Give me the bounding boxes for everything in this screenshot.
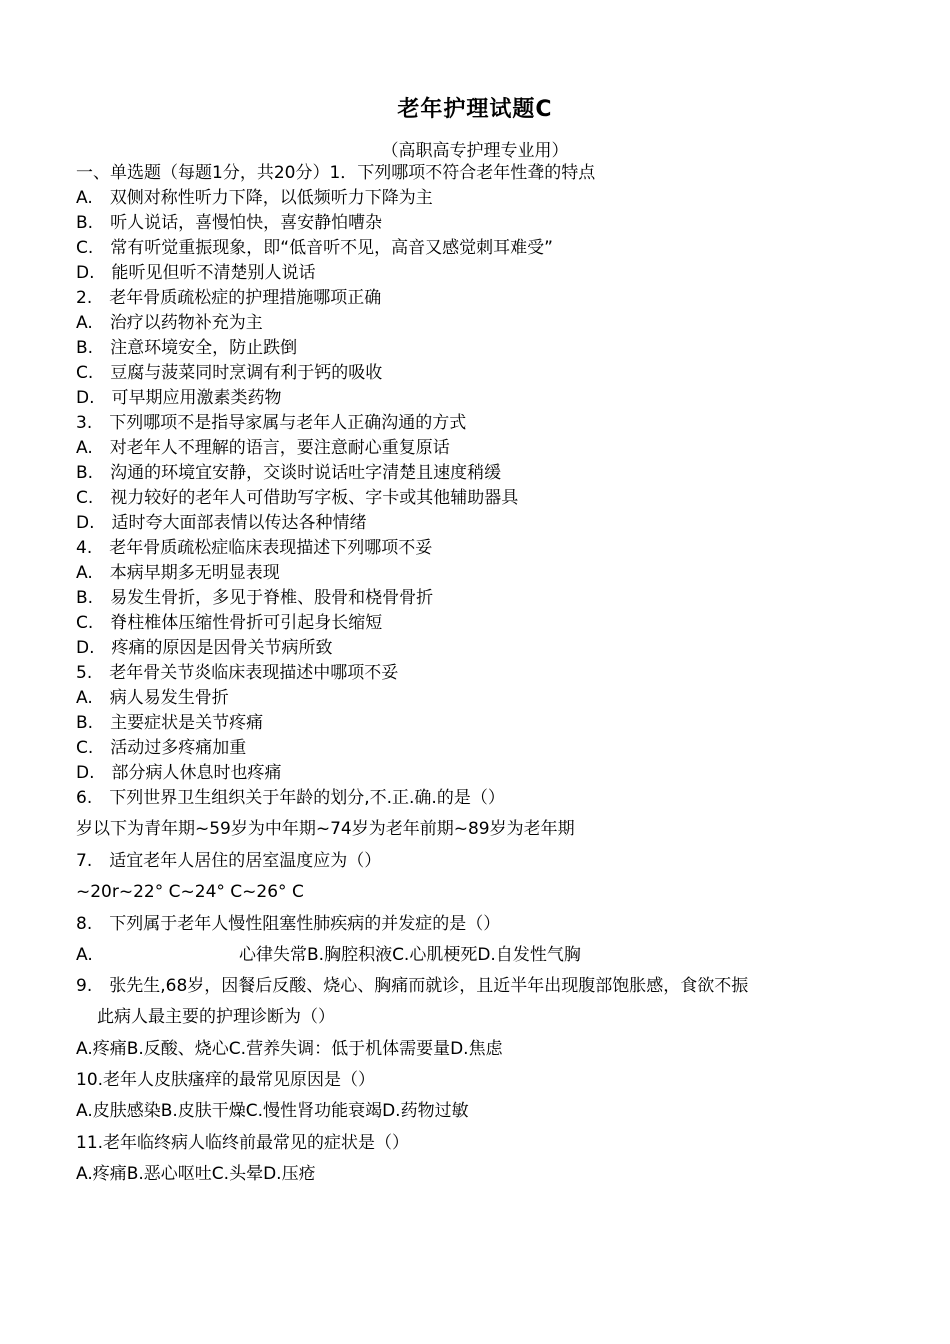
q1-option-b: B. 听人说话，喜慢怕快，喜安静怕嘈杂	[76, 213, 383, 233]
question-3: 3. 下列哪项不是指导家属与老年人正确沟通的方式	[76, 413, 467, 433]
question-11: 11.老年临终病人临终前最常见的症状是（）	[76, 1133, 410, 1153]
q2-option-d: D. 可早期应用激素类药物	[76, 388, 282, 408]
q3-option-a: A. 对老年人不理解的语言，要注意耐心重复原话	[76, 438, 450, 458]
q3-option-d: D. 适时夸大面部表情以传达各种情绪	[76, 513, 367, 533]
question-5: 5. 老年骨关节炎临床表现描述中哪项不妥	[76, 663, 399, 683]
q5-option-b: B. 主要症状是关节疼痛	[76, 713, 264, 733]
section-heading-q1: 一、单选题（每题1分，共20分）1．下列哪项不符合老年性聋的特点	[76, 163, 596, 183]
q3-option-c: C. 视力较好的老年人可借助写字板、字卡或其他辅助器具	[76, 488, 519, 508]
q4-option-b: B. 易发生骨折，多见于脊椎、股骨和桡骨骨折	[76, 588, 434, 608]
q9-options: A.疼痛B.反酸、烧心C.营养失调：低于机体需要量D.焦虑	[76, 1039, 503, 1059]
q10-options: A.皮肤感染B.皮肤干燥C.慢性肾功能衰竭D.药物过敏	[76, 1101, 469, 1121]
question-9: 9. 张先生,68岁，因餐后反酸、烧心、胸痛而就诊，且近半年出现腹部饱胀感，食欲不振	[76, 976, 749, 996]
q1-option-d: D. 能听见但听不清楚别人说话	[76, 263, 316, 283]
q4-option-d: D. 疼痛的原因是因骨关节病所致	[76, 638, 333, 658]
page-subtitle: （高职高专护理专业用）	[381, 141, 569, 161]
q5-option-c: C. 活动过多疼痛加重	[76, 738, 247, 758]
q3-option-b: B. 沟通的环境宜安静，交谈时说话吐字清楚且速度稍缓	[76, 463, 502, 483]
question-2: 2. 老年骨质疏松症的护理措施哪项正确	[76, 288, 382, 308]
question-10: 10.老年人皮肤瘙痒的最常见原因是（）	[76, 1070, 376, 1090]
q7-options: ~20r~22° C~24° C~26° C	[76, 882, 304, 902]
q5-option-a: A. 病人易发生骨折	[76, 688, 229, 708]
q5-option-d: D. 部分病人休息时也疼痛	[76, 763, 282, 783]
question-4: 4. 老年骨质疏松症临床表现描述下列哪项不妥	[76, 538, 433, 558]
q8-option-label: A.	[76, 945, 93, 965]
question-7: 7. 适宜老年人居住的居室温度应为（）	[76, 851, 382, 871]
q4-option-c: C. 脊柱椎体压缩性骨折可引起身长缩短	[76, 613, 383, 633]
q4-option-a: A. 本病早期多无明显表现	[76, 563, 280, 583]
q8-options	[76, 944, 581, 966]
q2-option-b: B. 注意环境安全，防止跌倒	[76, 338, 298, 358]
question-8: 8. 下列属于老年人慢性阻塞性肺疾病的并发症的是（）	[76, 914, 501, 934]
q1-option-c: C. 常有听觉重振现象，即“低音听不见，高音又感觉刺耳难受”	[76, 238, 553, 258]
q1-option-a: A. 双侧对称性听力下降，以低频听力下降为主	[76, 188, 433, 208]
question-9-continued: 此病人最主要的护理诊断为（）	[97, 1007, 335, 1027]
q2-option-c: C. 豆腐与菠菜同时烹调有利于钙的吸收	[76, 363, 383, 383]
q8-option-text: 心律失常B.胸腔积液C.心肌梗死D.自发性气胸	[239, 945, 581, 965]
q6-options: 岁以下为青年期~59岁为中年期~74岁为老年前期~89岁为老年期	[76, 819, 575, 839]
q2-option-a: A. 治疗以药物补充为主	[76, 313, 263, 333]
question-6: 6. 下列世界卫生组织关于年龄的划分,不.正.确.的是（）	[76, 788, 505, 808]
q11-options: A.疼痛B.恶心呕吐C.头晕D.压疮	[76, 1164, 316, 1184]
page-title: 老年护理试题C	[397, 97, 553, 122]
